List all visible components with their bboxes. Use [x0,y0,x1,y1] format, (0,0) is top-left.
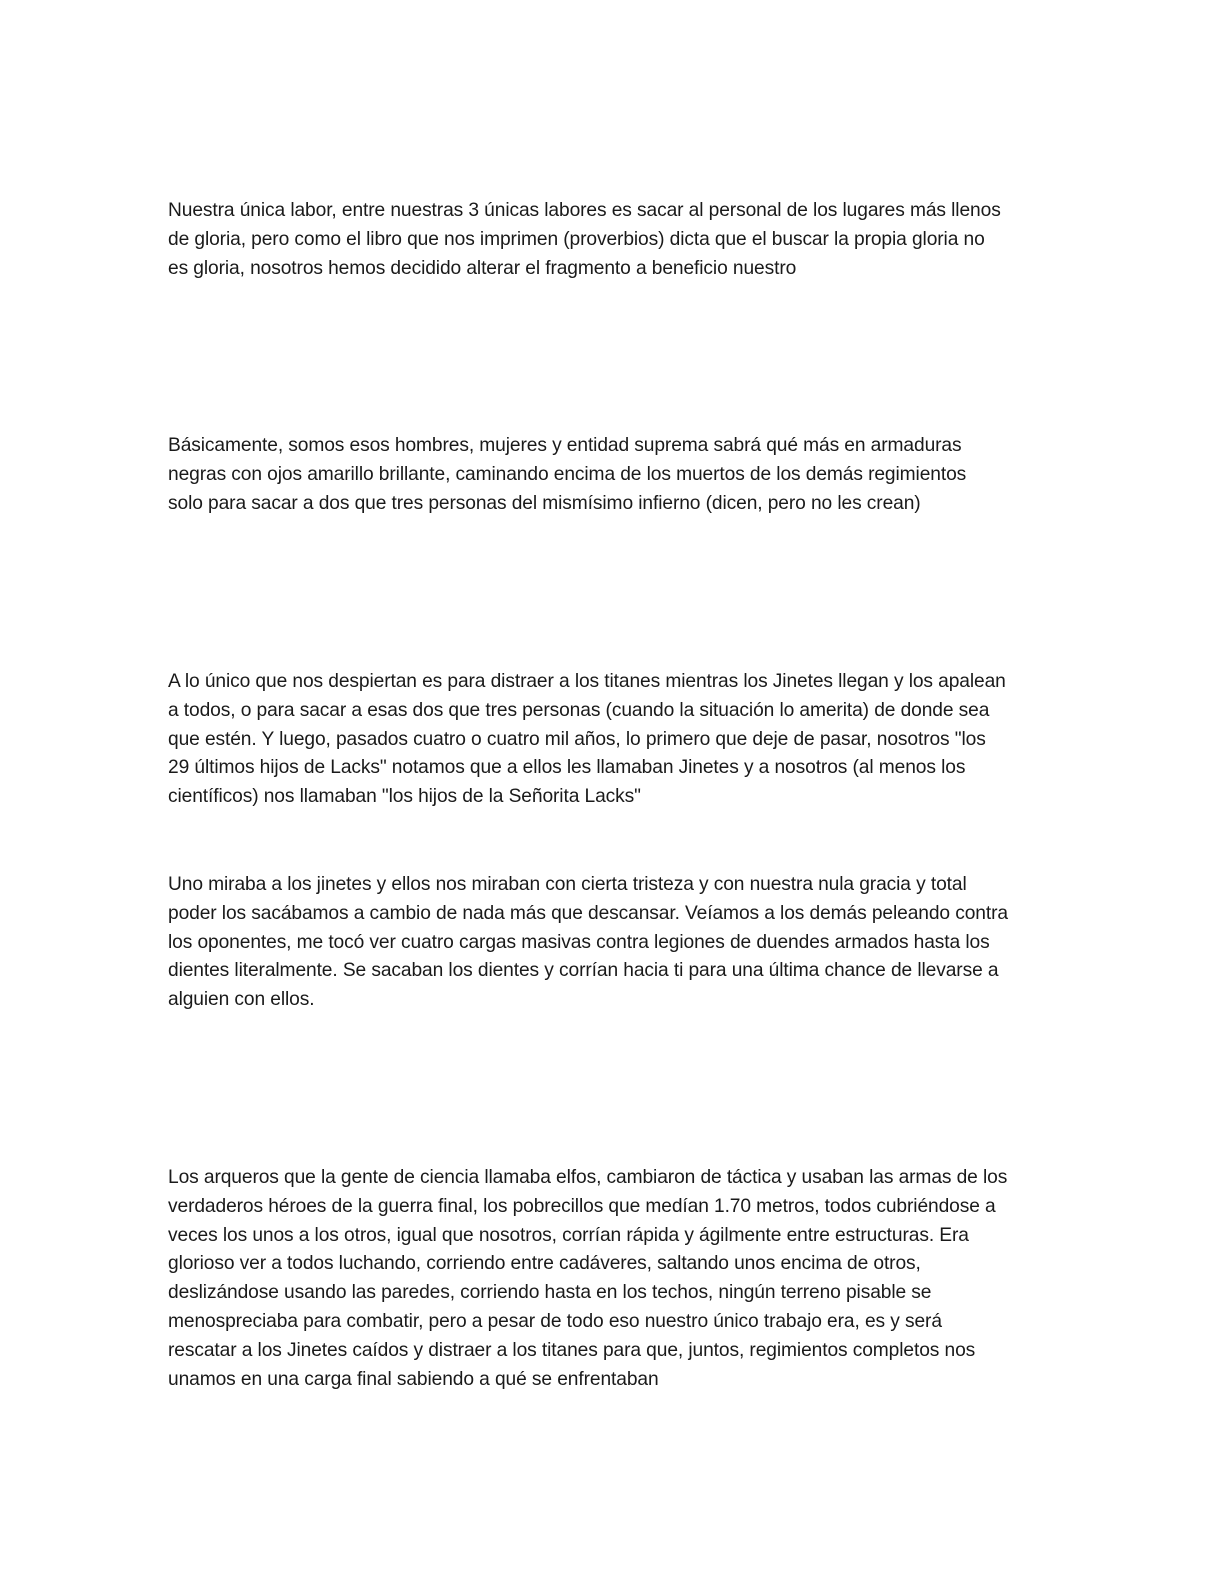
text-line: poder los sacábamos a cambio de nada más que descansar. Veíamos a los demás peleando contra [168,902,1008,924]
text-line: es gloria, nosotros hemos decidido alterar el fragmento a beneficio nuestro [168,257,797,279]
paragraph-1 [168,197,1048,283]
text-line: Básicamente, somos esos hombres, mujeres y entidad suprema sabrá qué más en armaduras [168,435,962,456]
text-line: científicos) nos llamaban "los hijos de la Señorita Lacks" [168,786,641,808]
paragraph-2 [168,432,1048,518]
paragraph-3 [168,668,1048,812]
text-line: a todos, o para sacar a esas dos que tres personas (cuando la situación lo amerita) de donde sea [168,699,990,721]
text-line: dientes literalmente. Se sacaban los dientes y corrían hacia ti para una última chance de llevarse a [168,960,999,982]
text-line: deslizándose usando las paredes, corriendo hasta en los techos, ningún terreno pisable se [168,1282,932,1304]
text-line: 29 últimos hijos de Lacks" notamos que a ellos les llamaban Jinetes y a nosotros (al menos los [168,757,966,779]
text-line: verdaderos héroes de la guerra final, los pobrecillos que medían 1.70 metros, todos cubriéndose a [168,1195,996,1217]
paragraph-4 [168,871,1048,1015]
text-line: rescatar a los Jinetes caídos y distraer a los titanes para que, juntos, regimientos completos nos [168,1339,976,1361]
text-line: de gloria, pero como el libro que nos imprimen (proverbios) dicta que el buscar la propia gloria no [168,228,985,250]
text-line: que estén. Y luego, pasados cuatro o cuatro mil años, lo primero que deje de pasar, nosotros "los [168,728,986,750]
text-line: alguien con ellos. [168,989,315,1011]
text-line: veces los unos a los otros, igual que nosotros, corrían rápida y ágilmente entre estructuras. Era [168,1224,969,1246]
text-line: negras con ojos amarillo brillante, caminando encima de los muertos de los demás regimientos [168,463,967,485]
text-line: Los arqueros que la gente de ciencia llamaba elfos, cambiaron de táctica y usaban las armas de los [168,1167,1008,1188]
paragraph-5 [168,1164,1048,1394]
text-line: glorioso ver a todos luchando, corriendo entre cadáveres, saltando unos encima de otros, [168,1253,921,1275]
text-line: solo para sacar a dos que tres personas del mismísimo infierno (dicen, pero no les crean) [168,492,921,514]
text-line: Uno miraba a los jinetes y ellos nos miraban con cierta tristeza y con nuestra nula gracia y total [168,874,967,895]
text-line: Nuestra única labor, entre nuestras 3 únicas labores es sacar al personal de los lugares más llenos [168,200,1001,221]
text-line: los oponentes, me tocó ver cuatro cargas masivas contra legiones de duendes armados hasta los [168,931,990,953]
text-line: A lo único que nos despiertan es para distraer a los titanes mientras los Jinetes llegan y los apalean [168,671,1006,692]
text-line: menospreciaba para combatir, pero a pesar de todo eso nuestro único trabajo era, es y será [168,1310,942,1332]
text-line: unamos en una carga final sabiendo a qué se enfrentaban [168,1368,659,1390]
